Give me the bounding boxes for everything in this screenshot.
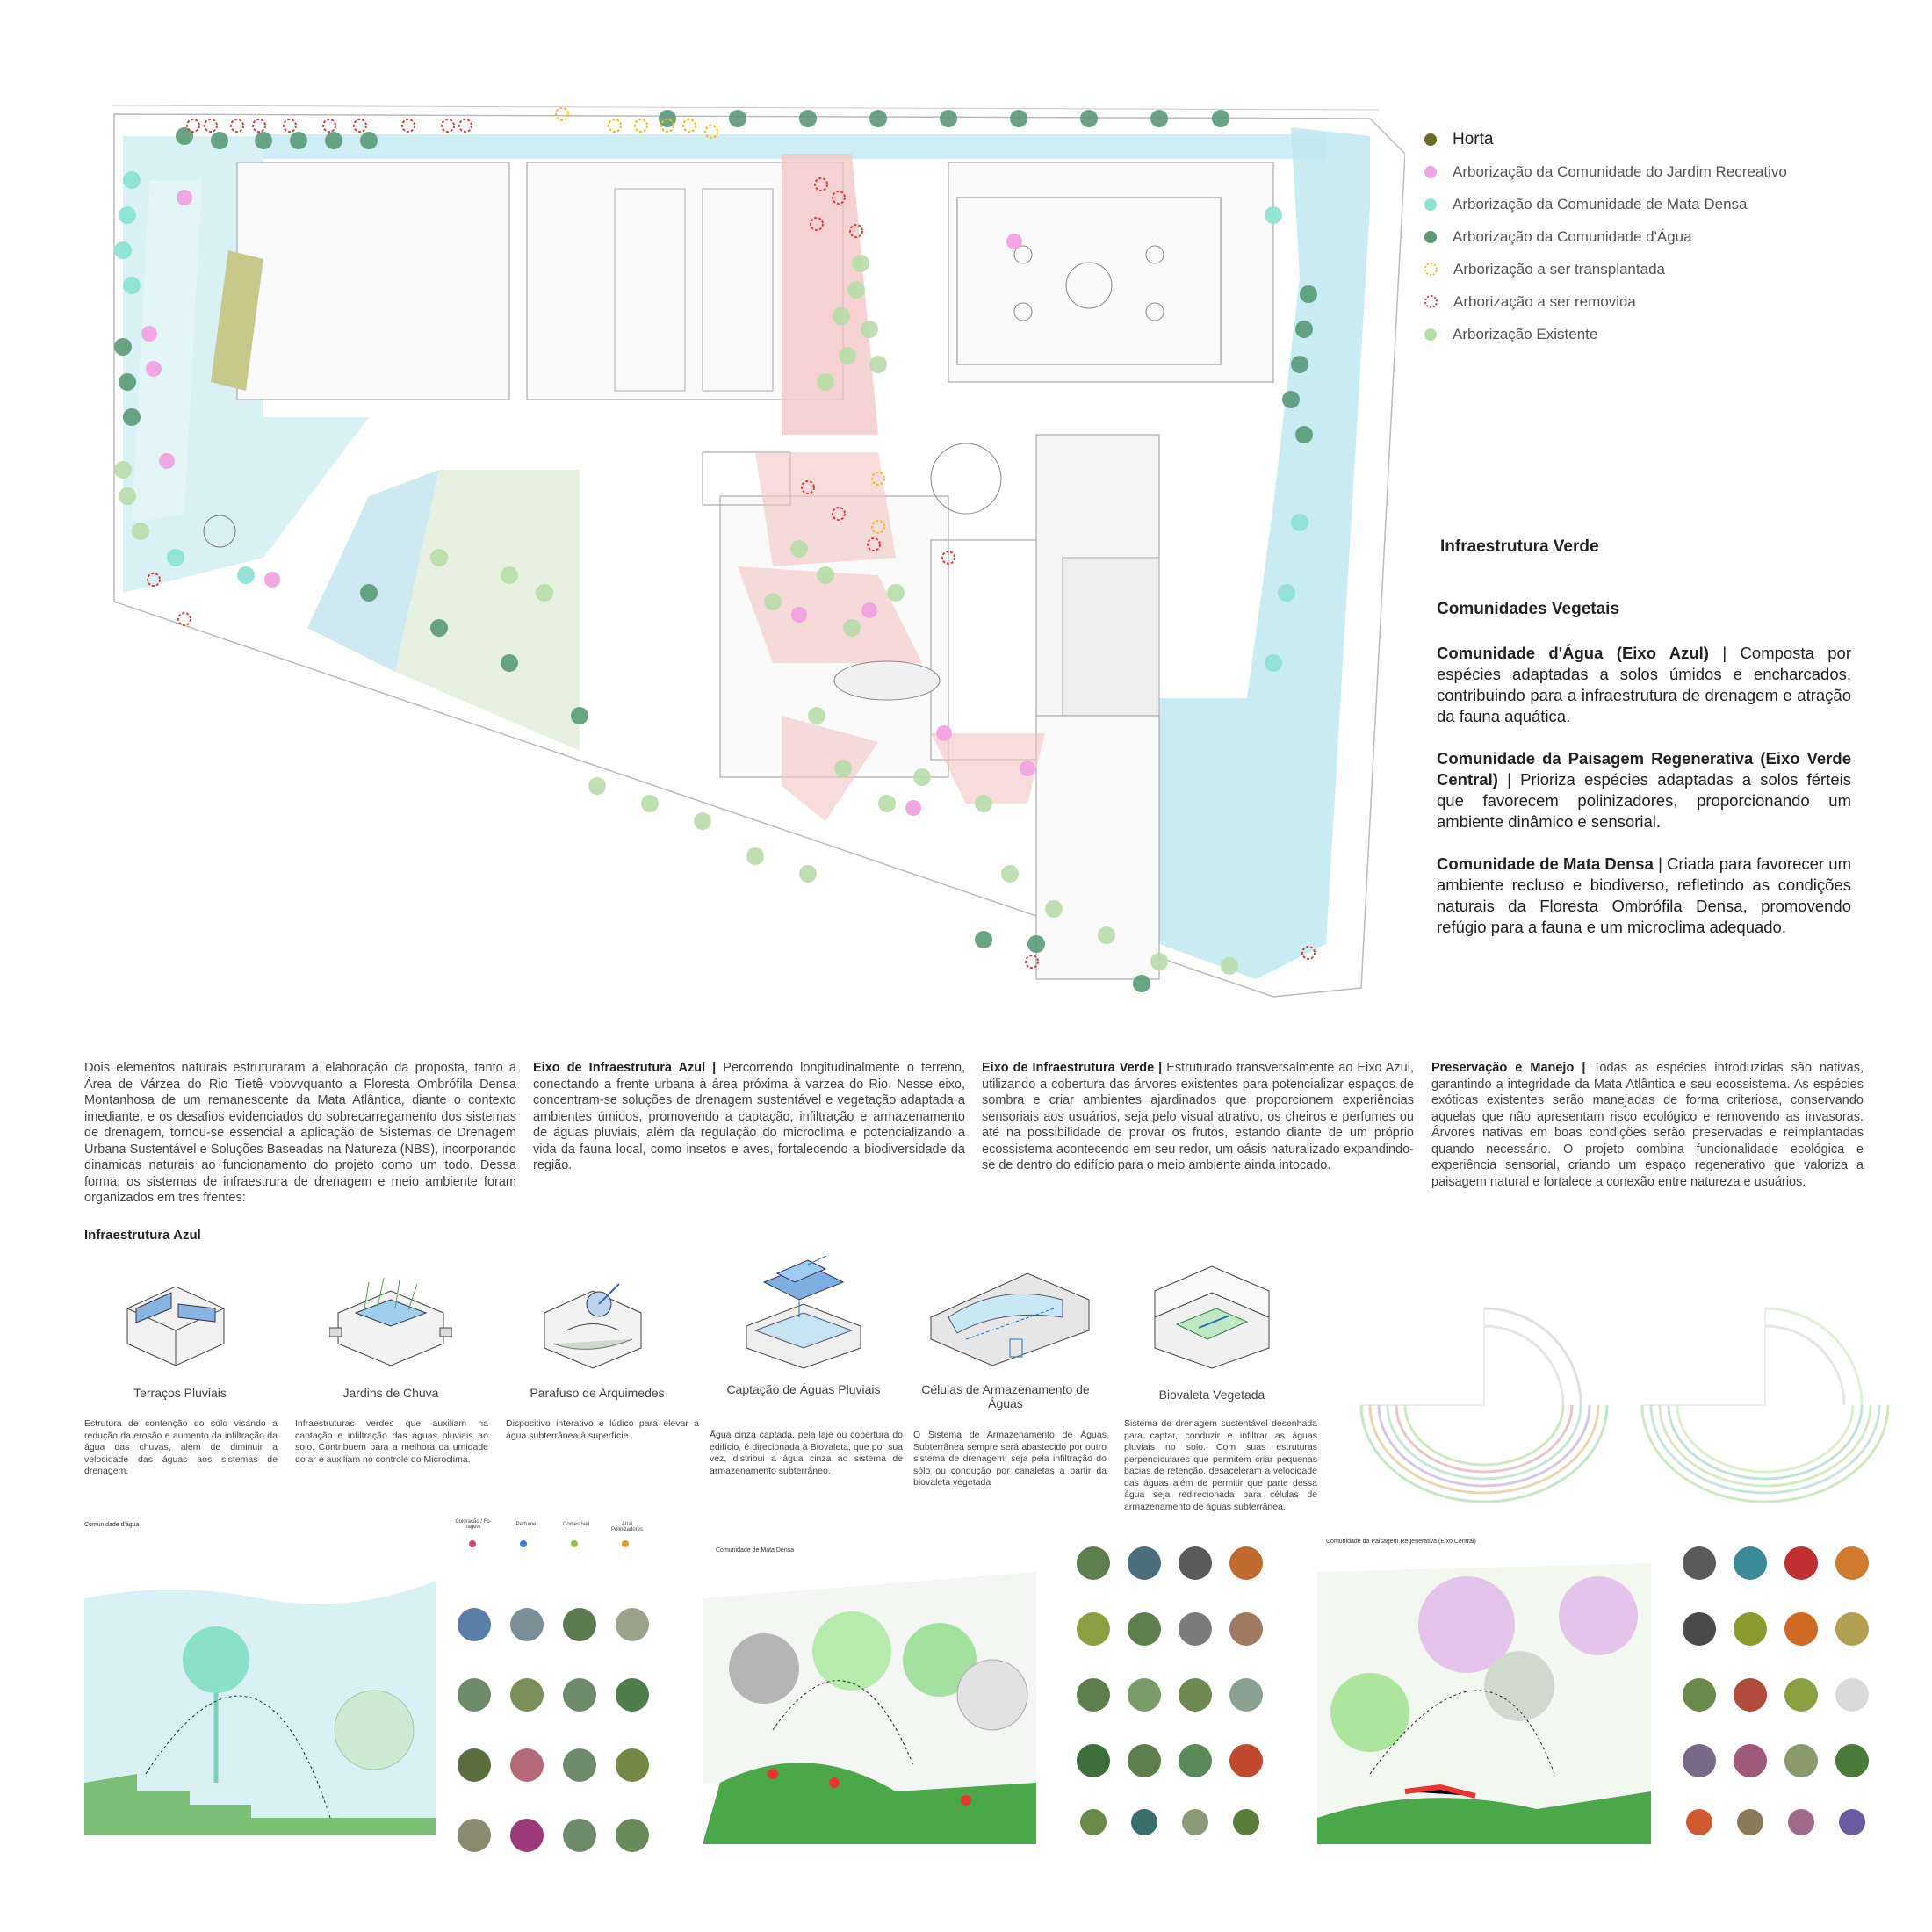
- legend-dot-icon: [1424, 198, 1437, 211]
- legend-item-recreativo: Arborização da Comunidade do Jardim Recreativo: [1424, 155, 1881, 188]
- parafuso-text: Dispositivo interativo e lúdico para elevar a água subterrânea à superfície.: [506, 1418, 699, 1441]
- regen-species-grid: [1682, 1546, 1884, 1835]
- jardim-chuva-diagram: [329, 1273, 452, 1370]
- agua-species-grid: [452, 1607, 663, 1871]
- mini-legend-0: Coloração / Fo-ragem: [455, 1519, 492, 1530]
- legend-dot-icon: [1424, 133, 1437, 146]
- legend-item-horta: Horta: [1424, 123, 1881, 155]
- legend-dot-icon: [1424, 328, 1437, 341]
- mini-legend-dots: [465, 1537, 641, 1551]
- parafuso-diagram: [536, 1273, 650, 1370]
- captacao-diagram: [738, 1256, 869, 1370]
- paragraph-regenerativa: Comunidade da Paisagem Regenerativa (Eixo Verde Central) | Prioriza espécies adaptadas a solos férteis que favorecem polinizadores, proporcionando um ambiente dinâmico e sensorial.: [1437, 749, 1851, 831]
- mini-legend-1: Perfume: [515, 1522, 537, 1527]
- legend-item-mata: Arborização da Comunidade de Mata Densa: [1424, 188, 1881, 220]
- parafuso-label: Parafuso de Arquimedes: [530, 1386, 665, 1400]
- legend-item-existing: Arborização Existente: [1424, 318, 1881, 350]
- agua-trees: [114, 110, 1317, 992]
- celulas-text: O Sistema de Armazenamento de Águas Subterrânea sempre será abastecido por outro sistema de drenagem, seja pela infiltração do sólo ou condução por canaletas a partir da biovaleta vegetada: [913, 1430, 1107, 1488]
- paragraph-agua: Comunidade d'Água (Eixo Azul) | Composta por espécies adaptadas a solos úmidos e encharcados, contribuindo para a infraestrutura de drenagem e atração da fauna aquática.: [1437, 644, 1851, 725]
- biovaleta-text: Sistema de drenagem sustentável desenhada para captar, conduzir e infiltrar as águas pluviais no solo. Com suas estruturas perpendiculares que permitem criar pequenas bacias de retenção, desaceleram a velocidade das águas além de permitir que parte dessa água seja redirecionada para células de armazenamento de águas subterrânea.: [1124, 1418, 1317, 1512]
- existing-trees: [114, 255, 1238, 975]
- agua-community-title: Comunidade d'água: [84, 1522, 140, 1528]
- terraco-label: Terraços Pluviais: [133, 1386, 227, 1400]
- legend-item-agua: Arborização da Comunidade d'Água: [1424, 220, 1881, 253]
- paragraph-mata: Comunidade de Mata Densa | Criada para favorecer um ambiente recluso e biodiverso, refletindo as condições naturais da Floresta Ombrófila Densa, promovendo refúgio para a fauna e um microclima adequado.: [1437, 854, 1851, 936]
- legend-ring-icon: [1424, 295, 1438, 308]
- mata-species-grid: [1076, 1546, 1278, 1835]
- legend-item-remove: Arborização a ser removida: [1424, 285, 1881, 318]
- communities-subtitle: Comunidades Vegetais: [1437, 600, 1620, 618]
- jardim-chuva-label: Jardins de Chuva: [342, 1386, 439, 1400]
- mata-community-title: Comunidade de Mata Densa: [716, 1547, 795, 1554]
- terraco-text: Estrutura de contenção do solo visando a redução da erosão e aumento da infiltração da água das chuvas, além de diminuir a velocidade das águas aos sistemas de drenagem.: [84, 1418, 278, 1476]
- celulas-label: Células de Armazenamento de Águas: [921, 1382, 1090, 1410]
- preservation-column: Preservação e Manejo | Todas as espécies introduzidas são nativas, garantindo a integridade da Mata Atlântica e seu ecossistema. As espécies exóticas existentes serão manejadas de forma criteriosa, conservando aquelas que não apresentam risco ecológico e removendo as invasoras. Árvores nativas em boas condições serão preservadas e reimplantadas quando necessário. O projeto combina funcionalidade ecológica e experiência sensorial, criando um espaço regenerativo que valoriza a paisagem natural e fortalece a conexão entre natureza e usuários.: [1431, 1061, 1864, 1189]
- captacao-text: Água cinza captada, pela laje ou cobertura do edifício, é direcionada à Biovaleta, que por sua vez, distribui a água cinza ao sistema de armazenamento subterrâneo.: [710, 1430, 903, 1476]
- tree-layer: [105, 101, 1405, 1006]
- biovaleta-label: Biovaleta Vegetada: [1158, 1388, 1265, 1402]
- legend-item-transplant: Arborização a ser transplantada: [1424, 253, 1881, 285]
- green-infra-title: Infraestrutura Verde: [1440, 537, 1599, 556]
- mini-legend-2: Comestível: [562, 1522, 589, 1527]
- blue-infra-title: Infraestrutura Azul: [84, 1228, 201, 1243]
- intro-column: Dois elementos naturais estruturaram a elaboração da proposta, tanto a Área de Várzea do Rio Tietê vbbvvquanto a Floresta Ombrófila Densa Montanhosa de um remanescente da Mata Atlântica, diante o contexto imediante, e os desafios evidenciados do sobrecarregamento dos sistemas de drenagem, tornou-se essencial a aplicação de Sistemas de Drenagem Urbana Sustentável e Soluções Baseadas na Natureza (NBS), incorporando dinamicas naturais ao funcionamento do projeto como um todo. Dessa forma, os sistemas de infraestrura de drenagem e meio ambiente foram organizados em tres frentes:: [84, 1061, 516, 1205]
- radial-diagram-left: [1352, 1273, 1625, 1510]
- jardim-chuva-text: Infraestruturas verdes que auxiliam na captação e infiltração das águas pluviais ao solo. Contribuem para a melhora da umidade do ar e auxiliam no controle do Microclima.: [295, 1418, 488, 1465]
- green-axis-column: Eixo de Infraestrutura Verde | Estruturado transversalmente ao Eixo Azul, utilizando a cobertura das árvores existentes para potencializar espaços de sombra e criar ambientes ajardinados que proporcionem experiências sensoriais aos usuários, seja pelo visual atrativo, os cheiros e perfumes ou até na possibilidade de provar os frutos, estando diante de um próprio ecossistema acontecendo em seu redor, um oásis naturalizado expandindo-se de dentro do edifício para o meio ambiente ainda intocado.: [982, 1061, 1414, 1172]
- plan-legend: [1424, 123, 1881, 350]
- blue-axis-column: Eixo de Infraestrutura Azul | Percorrendo longitudinalmente o terreno, conectando a frente urbana à área próxima à varzea do Rio. Nesse eixo, concentram-se soluções de drenagem sustentável e vegetação adaptada a ambientes úmidos, promovendo a captação, infiltração e armazenamento de águas pluviais, além da regulação do microclima e potencializando a vida da fauna local, como insetos e aves, fortalecendo a biodiversidade da região.: [533, 1061, 965, 1172]
- regen-section-illustration: [1317, 1554, 1651, 1844]
- captacao-label: Captação de Águas Pluviais: [726, 1382, 881, 1396]
- celulas-diagram: [922, 1256, 1098, 1370]
- legend-ring-icon: [1424, 263, 1438, 276]
- legend-dot-icon: [1424, 166, 1437, 178]
- biovaleta-diagram: [1146, 1256, 1278, 1370]
- mini-legend-3: Atrai Polinizadores: [610, 1522, 644, 1532]
- mata-section-illustration: [703, 1563, 1036, 1844]
- legend-dot-icon: [1424, 231, 1437, 243]
- terraco-diagram: [119, 1273, 233, 1370]
- agua-section-illustration: [84, 1563, 436, 1835]
- species-photo: [458, 1608, 649, 1852]
- recreativo-trees: [141, 190, 1035, 816]
- radial-diagram-right: [1633, 1273, 1897, 1510]
- removal-rings: [148, 119, 1315, 968]
- regen-community-title: Comunidade da Paisagem Regenerativa (Eixo Central): [1326, 1539, 1476, 1545]
- mata-trees: [114, 171, 1308, 672]
